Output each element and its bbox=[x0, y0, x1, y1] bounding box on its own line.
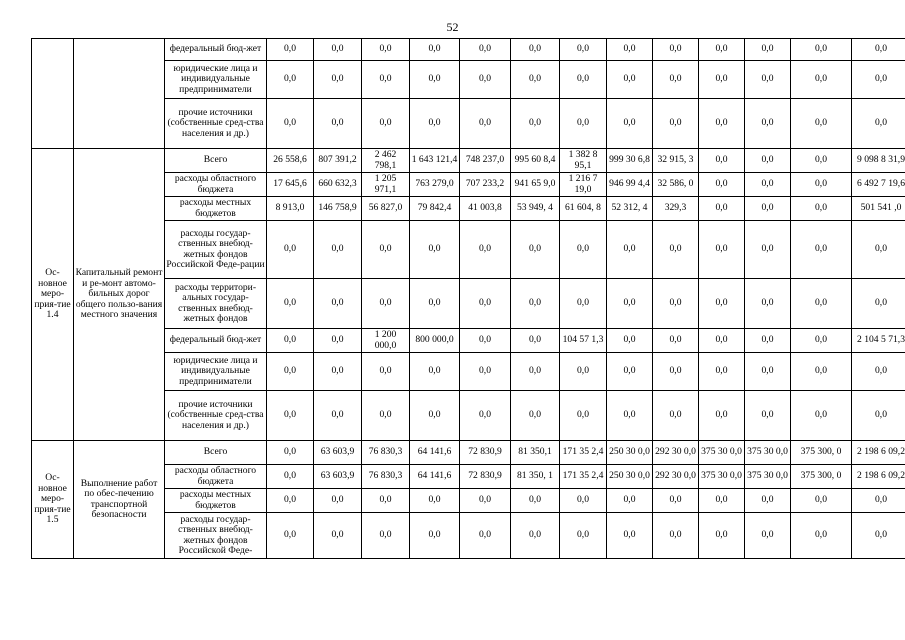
value-cell: 63 603,9 bbox=[314, 465, 362, 489]
value-cell: 0,0 bbox=[560, 391, 607, 441]
value-cell: 375 300, 0 bbox=[791, 441, 852, 465]
value-cell: 0,0 bbox=[607, 61, 653, 99]
value-cell: 0,0 bbox=[460, 221, 511, 279]
value-cell: 0,0 bbox=[745, 149, 791, 173]
value-cell: 375 30 0,0 bbox=[745, 441, 791, 465]
value-cell: 0,0 bbox=[410, 279, 460, 329]
value-cell: 0,0 bbox=[653, 61, 699, 99]
value-cell: 0,0 bbox=[314, 39, 362, 61]
value-cell: 0,0 bbox=[653, 489, 699, 513]
value-cell: 0,0 bbox=[699, 149, 745, 173]
value-cell: 0,0 bbox=[267, 465, 314, 489]
value-cell: 0,0 bbox=[607, 391, 653, 441]
value-cell: 0,0 bbox=[653, 221, 699, 279]
value-cell: 0,0 bbox=[267, 513, 314, 559]
measure-title-cell: Капитальный ремонт и ре-монт автомо-бильных дорог общего пользо-вания местного значения bbox=[74, 149, 165, 441]
value-cell: 0,0 bbox=[791, 39, 852, 61]
value-cell: 2 104 5 71,3 bbox=[852, 329, 905, 353]
value-cell: 0,0 bbox=[410, 489, 460, 513]
value-cell: 0,0 bbox=[791, 489, 852, 513]
value-cell: 0,0 bbox=[460, 391, 511, 441]
value-cell: 660 632,3 bbox=[314, 173, 362, 197]
value-cell: 79 842,4 bbox=[410, 197, 460, 221]
value-cell: 501 541 ,0 bbox=[852, 197, 905, 221]
value-cell: 0,0 bbox=[362, 513, 410, 559]
value-cell: 0,0 bbox=[460, 39, 511, 61]
value-cell: 76 830,3 bbox=[362, 441, 410, 465]
value-cell: 0,0 bbox=[511, 61, 560, 99]
table-row bbox=[32, 39, 905, 61]
value-cell: 0,0 bbox=[560, 61, 607, 99]
value-cell: 0,0 bbox=[560, 279, 607, 329]
value-cell: 0,0 bbox=[314, 61, 362, 99]
value-cell: 0,0 bbox=[852, 489, 905, 513]
value-cell: 0,0 bbox=[852, 513, 905, 559]
value-cell: 0,0 bbox=[653, 513, 699, 559]
value-cell: 0,0 bbox=[314, 489, 362, 513]
value-cell: 0,0 bbox=[511, 279, 560, 329]
value-cell: 292 30 0,0 bbox=[653, 465, 699, 489]
value-cell: 375 30 0,0 bbox=[745, 465, 791, 489]
value-cell: 0,0 bbox=[745, 99, 791, 149]
value-cell: 0,0 bbox=[699, 329, 745, 353]
measure-title-cell bbox=[74, 39, 165, 149]
value-cell: 0,0 bbox=[699, 279, 745, 329]
value-cell: 0,0 bbox=[460, 279, 511, 329]
value-cell: 0,0 bbox=[745, 221, 791, 279]
value-cell: 0,0 bbox=[511, 513, 560, 559]
funding-source-cell: прочие источники (собственные сред-ства населения и др.) bbox=[165, 391, 267, 441]
value-cell: 0,0 bbox=[791, 149, 852, 173]
value-cell: 0,0 bbox=[607, 221, 653, 279]
value-cell: 0,0 bbox=[267, 39, 314, 61]
value-cell: 707 233,2 bbox=[460, 173, 511, 197]
value-cell: 72 830,9 bbox=[460, 441, 511, 465]
value-cell: 171 35 2,4 bbox=[560, 465, 607, 489]
value-cell: 6 492 7 19,6 bbox=[852, 173, 905, 197]
value-cell: 1 216 7 19,0 bbox=[560, 173, 607, 197]
value-cell: 0,0 bbox=[653, 39, 699, 61]
value-cell: 0,0 bbox=[699, 39, 745, 61]
measure-cell: Ос-новное меро-прия-тие 1.5 bbox=[32, 441, 74, 559]
value-cell: 0,0 bbox=[653, 279, 699, 329]
value-cell: 0,0 bbox=[511, 99, 560, 149]
value-cell: 32 915, 3 bbox=[653, 149, 699, 173]
value-cell: 0,0 bbox=[852, 353, 905, 391]
value-cell: 0,0 bbox=[267, 99, 314, 149]
value-cell: 807 391,2 bbox=[314, 149, 362, 173]
value-cell: 1 643 121,4 bbox=[410, 149, 460, 173]
value-cell: 0,0 bbox=[460, 353, 511, 391]
value-cell: 0,0 bbox=[267, 489, 314, 513]
value-cell: 0,0 bbox=[852, 61, 905, 99]
value-cell: 0,0 bbox=[791, 221, 852, 279]
value-cell: 0,0 bbox=[410, 353, 460, 391]
value-cell: 0,0 bbox=[745, 513, 791, 559]
value-cell: 0,0 bbox=[745, 391, 791, 441]
value-cell: 0,0 bbox=[791, 99, 852, 149]
table-row bbox=[32, 149, 905, 173]
value-cell: 0,0 bbox=[699, 61, 745, 99]
funding-source-cell: расходы территори-альных государ-ственных внебюд-жетных фондов bbox=[165, 279, 267, 329]
value-cell: 999 30 6,8 bbox=[607, 149, 653, 173]
value-cell: 0,0 bbox=[267, 279, 314, 329]
value-cell: 0,0 bbox=[362, 353, 410, 391]
value-cell: 9 098 8 31,9 bbox=[852, 149, 905, 173]
value-cell: 0,0 bbox=[410, 391, 460, 441]
value-cell: 0,0 bbox=[560, 99, 607, 149]
value-cell: 946 99 4,4 bbox=[607, 173, 653, 197]
value-cell: 0,0 bbox=[852, 99, 905, 149]
value-cell: 0,0 bbox=[699, 173, 745, 197]
value-cell: 0,0 bbox=[362, 391, 410, 441]
value-cell: 26 558,6 bbox=[267, 149, 314, 173]
value-cell: 0,0 bbox=[511, 329, 560, 353]
value-cell: 0,0 bbox=[560, 221, 607, 279]
value-cell: 64 141,6 bbox=[410, 465, 460, 489]
value-cell: 0,0 bbox=[314, 513, 362, 559]
value-cell: 0,0 bbox=[460, 61, 511, 99]
value-cell: 63 603,9 bbox=[314, 441, 362, 465]
value-cell: 800 000,0 bbox=[410, 329, 460, 353]
value-cell: 0,0 bbox=[560, 489, 607, 513]
value-cell: 292 30 0,0 bbox=[653, 441, 699, 465]
value-cell: 171 35 2,4 bbox=[560, 441, 607, 465]
value-cell: 0,0 bbox=[699, 221, 745, 279]
value-cell: 0,0 bbox=[607, 99, 653, 149]
value-cell: 61 604, 8 bbox=[560, 197, 607, 221]
value-cell: 748 237,0 bbox=[460, 149, 511, 173]
value-cell: 0,0 bbox=[699, 99, 745, 149]
value-cell: 17 645,6 bbox=[267, 173, 314, 197]
budget-table bbox=[31, 38, 905, 559]
value-cell: 8 913,0 bbox=[267, 197, 314, 221]
value-cell: 0,0 bbox=[791, 329, 852, 353]
value-cell: 0,0 bbox=[607, 279, 653, 329]
value-cell: 0,0 bbox=[560, 513, 607, 559]
value-cell: 76 830,3 bbox=[362, 465, 410, 489]
value-cell: 0,0 bbox=[362, 279, 410, 329]
value-cell: 0,0 bbox=[267, 353, 314, 391]
value-cell: 0,0 bbox=[745, 39, 791, 61]
funding-source-cell: юридические лица и индивидуальные предприниматели bbox=[165, 61, 267, 99]
value-cell: 0,0 bbox=[791, 173, 852, 197]
value-cell: 0,0 bbox=[607, 489, 653, 513]
value-cell: 0,0 bbox=[791, 279, 852, 329]
value-cell: 375 30 0,0 bbox=[699, 441, 745, 465]
value-cell: 0,0 bbox=[852, 221, 905, 279]
value-cell: 0,0 bbox=[745, 279, 791, 329]
funding-source-cell: расходы местных бюджетов bbox=[165, 197, 267, 221]
value-cell: 0,0 bbox=[314, 99, 362, 149]
value-cell: 0,0 bbox=[607, 329, 653, 353]
value-cell: 146 758,9 bbox=[314, 197, 362, 221]
value-cell: 104 57 1,3 bbox=[560, 329, 607, 353]
value-cell: 0,0 bbox=[607, 39, 653, 61]
value-cell: 375 300, 0 bbox=[791, 465, 852, 489]
value-cell: 0,0 bbox=[267, 221, 314, 279]
value-cell: 0,0 bbox=[410, 99, 460, 149]
funding-source-cell: Всего bbox=[165, 441, 267, 465]
value-cell: 0,0 bbox=[791, 391, 852, 441]
value-cell: 329,3 bbox=[653, 197, 699, 221]
value-cell: 0,0 bbox=[460, 329, 511, 353]
funding-source-cell: расходы государ-ственных внебюд-жетных фондов Российской Феде- bbox=[165, 513, 267, 559]
value-cell: 941 65 9,0 bbox=[511, 173, 560, 197]
value-cell: 0,0 bbox=[699, 391, 745, 441]
value-cell: 0,0 bbox=[653, 353, 699, 391]
value-cell: 0,0 bbox=[267, 441, 314, 465]
value-cell: 0,0 bbox=[607, 513, 653, 559]
value-cell: 0,0 bbox=[653, 99, 699, 149]
value-cell: 375 30 0,0 bbox=[699, 465, 745, 489]
value-cell: 2 198 6 09,2 bbox=[852, 465, 905, 489]
table-row bbox=[32, 441, 905, 465]
value-cell: 0,0 bbox=[699, 513, 745, 559]
funding-source-cell: расходы местных бюджетов bbox=[165, 489, 267, 513]
value-cell: 250 30 0,0 bbox=[607, 465, 653, 489]
value-cell: 0,0 bbox=[791, 353, 852, 391]
value-cell: 0,0 bbox=[699, 197, 745, 221]
value-cell: 32 586, 0 bbox=[653, 173, 699, 197]
value-cell: 250 30 0,0 bbox=[607, 441, 653, 465]
value-cell: 0,0 bbox=[511, 489, 560, 513]
value-cell: 0,0 bbox=[362, 99, 410, 149]
value-cell: 0,0 bbox=[745, 489, 791, 513]
value-cell: 0,0 bbox=[314, 329, 362, 353]
value-cell: 0,0 bbox=[852, 39, 905, 61]
value-cell: 0,0 bbox=[511, 221, 560, 279]
value-cell: 72 830,9 bbox=[460, 465, 511, 489]
value-cell: 0,0 bbox=[653, 329, 699, 353]
value-cell: 995 60 8,4 bbox=[511, 149, 560, 173]
value-cell: 0,0 bbox=[791, 513, 852, 559]
value-cell: 0,0 bbox=[410, 221, 460, 279]
funding-source-cell: расходы областного бюджета bbox=[165, 173, 267, 197]
value-cell: 0,0 bbox=[511, 353, 560, 391]
value-cell: 0,0 bbox=[745, 173, 791, 197]
value-cell: 56 827,0 bbox=[362, 197, 410, 221]
value-cell: 0,0 bbox=[362, 489, 410, 513]
value-cell: 0,0 bbox=[607, 353, 653, 391]
value-cell: 0,0 bbox=[314, 353, 362, 391]
value-cell: 53 949, 4 bbox=[511, 197, 560, 221]
value-cell: 0,0 bbox=[745, 329, 791, 353]
measure-title-cell: Выполнение работ по обес-печению транспортной безопасности bbox=[74, 441, 165, 559]
page-number: 52 bbox=[446, 20, 459, 34]
funding-source-cell: федеральный бюд-жет bbox=[165, 39, 267, 61]
value-cell: 0,0 bbox=[560, 39, 607, 61]
funding-source-cell: Всего bbox=[165, 149, 267, 173]
value-cell: 0,0 bbox=[852, 391, 905, 441]
value-cell: 0,0 bbox=[745, 353, 791, 391]
value-cell: 0,0 bbox=[410, 61, 460, 99]
value-cell: 0,0 bbox=[745, 197, 791, 221]
value-cell: 0,0 bbox=[362, 39, 410, 61]
value-cell: 1 200 000,0 bbox=[362, 329, 410, 353]
value-cell: 0,0 bbox=[460, 489, 511, 513]
value-cell: 81 350,1 bbox=[511, 441, 560, 465]
value-cell: 0,0 bbox=[362, 221, 410, 279]
value-cell: 1 205 971,1 bbox=[362, 173, 410, 197]
value-cell: 0,0 bbox=[653, 391, 699, 441]
funding-source-cell: юридические лица и индивидуальные предприниматели bbox=[165, 353, 267, 391]
value-cell: 0,0 bbox=[267, 329, 314, 353]
value-cell: 0,0 bbox=[560, 353, 607, 391]
value-cell: 2 198 6 09,2 bbox=[852, 441, 905, 465]
value-cell: 0,0 bbox=[852, 279, 905, 329]
value-cell: 763 279,0 bbox=[410, 173, 460, 197]
funding-source-cell: прочие источники (собственные сред-ства населения и др.) bbox=[165, 99, 267, 149]
funding-source-cell: расходы государ-ственных внебюд-жетных фондов Российской Феде-рации bbox=[165, 221, 267, 279]
measure-cell: Ос-новное меро-прия-тие 1.4 bbox=[32, 149, 74, 441]
value-cell: 0,0 bbox=[460, 99, 511, 149]
value-cell: 0,0 bbox=[460, 513, 511, 559]
value-cell: 41 003,8 bbox=[460, 197, 511, 221]
value-cell: 0,0 bbox=[314, 391, 362, 441]
measure-cell bbox=[32, 39, 74, 149]
value-cell: 0,0 bbox=[745, 61, 791, 99]
value-cell: 1 382 8 95,1 bbox=[560, 149, 607, 173]
value-cell: 0,0 bbox=[511, 391, 560, 441]
value-cell: 0,0 bbox=[791, 197, 852, 221]
value-cell: 0,0 bbox=[267, 61, 314, 99]
value-cell: 64 141,6 bbox=[410, 441, 460, 465]
funding-source-cell: расходы областного бюджета bbox=[165, 465, 267, 489]
value-cell: 81 350, 1 bbox=[511, 465, 560, 489]
value-cell: 0,0 bbox=[410, 39, 460, 61]
value-cell: 0,0 bbox=[699, 353, 745, 391]
value-cell: 0,0 bbox=[410, 513, 460, 559]
funding-source-cell: федеральный бюд-жет bbox=[165, 329, 267, 353]
value-cell: 52 312, 4 bbox=[607, 197, 653, 221]
value-cell: 0,0 bbox=[699, 489, 745, 513]
value-cell: 0,0 bbox=[267, 391, 314, 441]
value-cell: 0,0 bbox=[314, 221, 362, 279]
value-cell: 0,0 bbox=[362, 61, 410, 99]
value-cell: 0,0 bbox=[314, 279, 362, 329]
value-cell: 0,0 bbox=[791, 61, 852, 99]
value-cell: 0,0 bbox=[511, 39, 560, 61]
value-cell: 2 462 798,1 bbox=[362, 149, 410, 173]
